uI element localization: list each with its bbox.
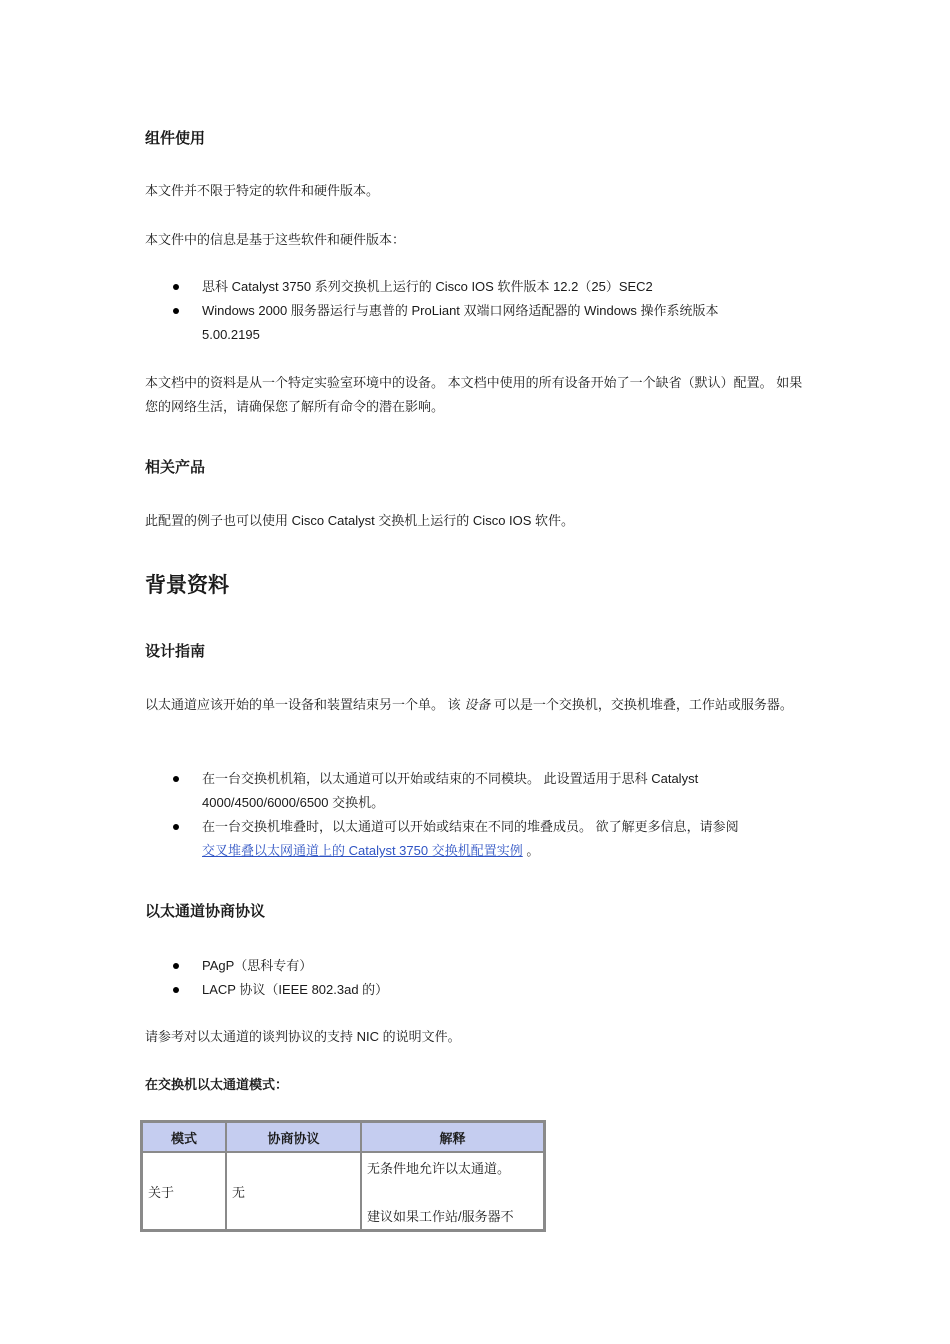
protocol-heading: 以太通道协商协议 <box>145 903 266 920</box>
components-paragraph-2: 本文件中的信息是基于这些软件和硬件版本： <box>145 232 406 247</box>
table-header-explanation: 解释 <box>361 1122 544 1152</box>
etherchannel-modes-table <box>140 1120 546 1232</box>
bullet-icon <box>173 824 179 830</box>
list-item: 思科 Catalyst 3750 系列交换机上运行的 Cisco IOS 软件版本 12.2（25）SEC2 <box>145 275 765 299</box>
related-products-paragraph: 此配置的例子也可以使用 Cisco Catalyst 交换机上运行的 Cisco IOS 软件。 <box>145 513 575 528</box>
modes-heading: 在交换机以太通道模式： <box>145 1077 289 1092</box>
table-header-mode: 模式 <box>142 1122 226 1152</box>
bullet-icon <box>173 963 179 969</box>
table-cell-explanation: 无条件地允许以太通道。 建议如果工作站/服务器不 <box>361 1152 544 1230</box>
cross-stack-config-link[interactable]: 交叉堆叠以太网通道上的 Catalyst 3750 交换机配置实例 <box>202 843 523 858</box>
table-cell-mode: 关于 <box>142 1152 226 1230</box>
design-paragraph: 以太通道应该开始的单一设备和装置结束另一个单。 该 设备 可以是一个交换机，交换机堆叠，工作站或服务器。 <box>145 697 793 712</box>
table-header-row <box>142 1122 544 1152</box>
list-item: 在一台交换机堆叠时，以太通道可以开始或结束在不同的堆叠成员。 欲了解更多信息，请参阅 交叉堆叠以太网通道上的 Catalyst 3750 交换机配置实例 。 <box>145 815 765 863</box>
table-row <box>142 1152 544 1230</box>
emphasis-device: 设备 <box>464 697 491 712</box>
design-heading: 设计指南 <box>145 643 206 660</box>
components-paragraph-3: 本文档中的资料是从一个特定实验室环境中的设备。 本文档中使用的所有设备开始了一个缺省（默认）配置。 如果您的网络生活，请确保您了解所有命令的潜在影响。 <box>145 375 803 414</box>
protocol-paragraph: 请参考对以太通道的谈判协议的支持 NIC 的说明文件。 <box>145 1029 461 1044</box>
design-list <box>145 767 765 863</box>
bullet-icon <box>173 284 179 290</box>
list-item: PAgP（思科专有） <box>145 954 765 978</box>
protocol-list <box>145 954 765 1002</box>
bullet-icon <box>173 987 179 993</box>
table-header-protocol: 协商协议 <box>226 1122 361 1152</box>
related-products-heading: 相关产品 <box>145 459 206 476</box>
list-item: 在一台交换机机箱，以太通道可以开始或结束的不同模块。 此设置适用于思科 Catalyst 4000/4500/6000/6500 交换机。 <box>145 767 765 815</box>
components-list <box>145 275 765 347</box>
bullet-icon <box>173 776 179 782</box>
list-item: LACP 协议（IEEE 802.3ad 的） <box>145 978 765 1002</box>
bullet-icon <box>173 308 179 314</box>
background-heading: 背景资料 <box>145 574 229 597</box>
table-cell-protocol: 无 <box>226 1152 361 1230</box>
components-paragraph-1: 本文件并不限于特定的软件和硬件版本。 <box>145 183 380 198</box>
list-item: Windows 2000 服务器运行与惠普的 ProLiant 双端口网络适配器的 Windows 操作系统版本 5.00.2195 <box>145 299 765 347</box>
components-heading: 组件使用 <box>145 130 206 147</box>
